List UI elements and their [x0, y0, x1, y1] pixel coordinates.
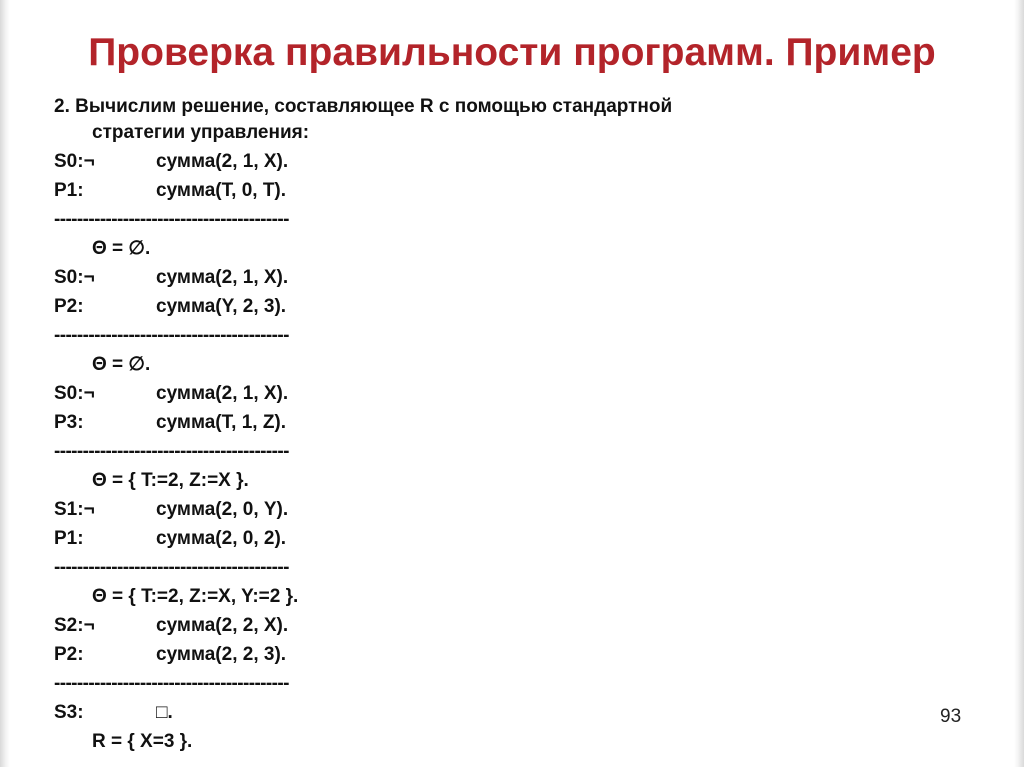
derivation-row — [54, 147, 914, 176]
substitution-row — [54, 234, 914, 263]
separator-line: ----------------------------------------- — [54, 209, 289, 230]
row-expression: сумма(2, 1, X). — [156, 151, 289, 172]
derivation-row — [54, 611, 914, 640]
result-row — [54, 727, 914, 756]
separator-line: ----------------------------------------- — [54, 557, 289, 578]
slide-content — [54, 94, 914, 756]
derivation-row — [54, 408, 914, 437]
intro-line-2: стратегии управления: — [92, 122, 310, 143]
derivation-row — [54, 698, 914, 727]
result-text: R = { X=3 }. — [92, 731, 193, 752]
row-expression: сумма(2, 2, X). — [156, 615, 289, 636]
substitution-text: Θ = ∅. — [92, 238, 151, 259]
row-expression: сумма(Y, 2, 3). — [156, 296, 287, 317]
derivation-row — [54, 524, 914, 553]
derivation-row — [54, 176, 914, 205]
row-label: S1:¬ — [54, 499, 95, 520]
row-expression: сумма(2, 1, X). — [156, 267, 289, 288]
row-label: S2:¬ — [54, 615, 95, 636]
slide-title: Проверка правильности программ. Пример — [88, 31, 936, 74]
derivation-row — [54, 263, 914, 292]
row-label: S3: — [54, 702, 84, 723]
intro-line-1: 2. Вычислим решение, составляющее R с помощью стандартной — [54, 96, 673, 117]
substitution-text: Θ = ∅. — [92, 354, 151, 375]
derivation-row — [54, 292, 914, 321]
row-label: P1: — [54, 528, 84, 549]
row-expression: сумма(2, 0, 2). — [156, 528, 287, 549]
slide-frame-right — [1014, 0, 1024, 767]
row-label: P1: — [54, 180, 84, 201]
row-expression: сумма(2, 2, 3). — [156, 644, 287, 665]
derivation-row — [54, 495, 914, 524]
substitution-row — [54, 350, 914, 379]
page-number: 93 — [940, 706, 962, 727]
slide-frame-left — [0, 0, 10, 767]
derivation-row — [54, 379, 914, 408]
substitution-text: Θ = { T:=2, Z:=X, Y:=2 }. — [92, 586, 299, 607]
derivation-row — [54, 640, 914, 669]
row-label: S0:¬ — [54, 267, 95, 288]
separator-line: ----------------------------------------- — [54, 441, 289, 462]
row-label: P2: — [54, 644, 84, 665]
row-label: P3: — [54, 412, 84, 433]
row-label: S0:¬ — [54, 383, 95, 404]
row-expression: сумма(T, 1, Z). — [156, 412, 287, 433]
row-expression: сумма(2, 1, X). — [156, 383, 289, 404]
separator-line: ----------------------------------------- — [54, 673, 289, 694]
separator-line: ----------------------------------------- — [54, 325, 289, 346]
substitution-text: Θ = { T:=2, Z:=X }. — [92, 470, 249, 491]
row-label: P2: — [54, 296, 84, 317]
row-label: S0:¬ — [54, 151, 95, 172]
row-expression: сумма(2, 0, Y). — [156, 499, 289, 520]
substitution-row — [54, 582, 914, 611]
substitution-row — [54, 466, 914, 495]
row-expression: сумма(T, 0, T). — [156, 180, 287, 201]
empty-clause: □. — [156, 702, 173, 723]
